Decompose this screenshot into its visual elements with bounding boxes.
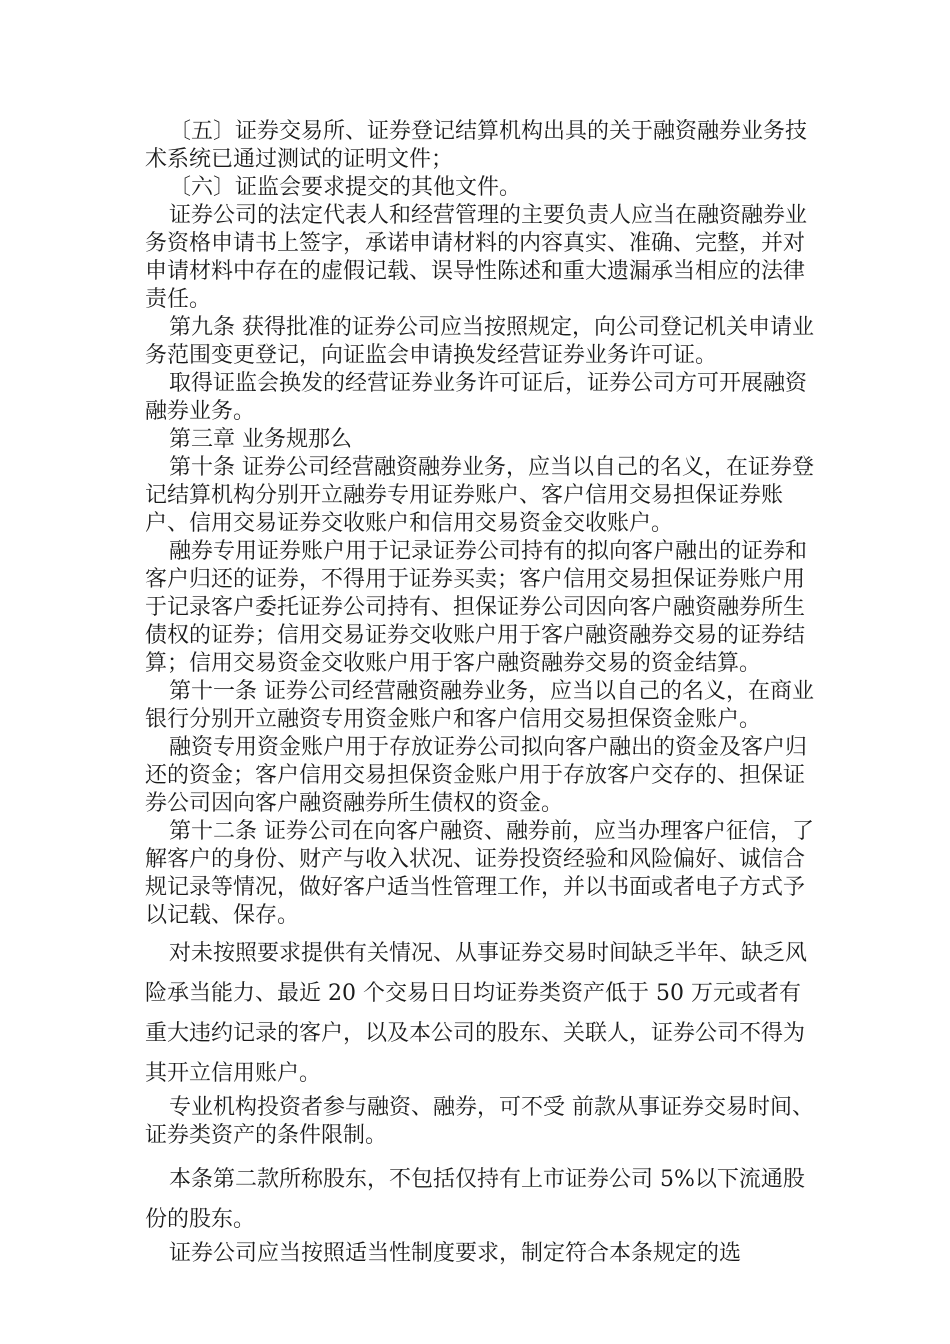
paragraph-article-9: 第九条 获得批准的证券公司应当按照规定，向公司登记机关申请业务范围变更登记，向证监会申请换发经营证券业务许可证。 bbox=[145, 315, 814, 368]
paragraph-article-10: 第十条 证券公司经营融资融券业务，应当以自己的名义，在证券登记结算机构分别开立融券专用证券账户、客户信用交易担保证券账户、信用交易证券交收账户和信用交易资金交收账户。 bbox=[145, 455, 814, 536]
paragraph-item-6: 〔六〕证监会要求提交的其他文件。 bbox=[169, 175, 522, 200]
paragraph-fund-account-usage: 融资专用资金账户用于存放证券公司拟向客户融出的资金及客户归还的资金；客户信用交易担保资金账户用于存放客户交存的、担保证券公司因向客户融资融券所生债权的资金。 bbox=[145, 735, 808, 816]
paragraph-article-12: 第十二条 证券公司在向客户融资、融券前，应当办理客户征信，了解客户的身份、财产与收入状况、证券投资经验和风险偏好、诚信合规记录等情况，做好客户适当性管理工作，并以书面或者电子方式予以记载、保存。 bbox=[145, 819, 814, 928]
paragraph-legal-rep-signature: 证券公司的法定代表人和经营管理的主要负责人应当在融资融券业务资格申请书上签字，承诺申请材料的内容真实、准确、完整，并对申请材料中存在的虚假记载、误导性陈述和重大遗漏承当相应的法律责任。 bbox=[145, 203, 808, 312]
chapter-3-heading: 第三章 业务规那么 bbox=[169, 427, 352, 452]
paragraph-license-change: 取得证监会换发的经营证券业务许可证后，证券公司方可开展融资融券业务。 bbox=[145, 371, 808, 424]
paragraph-item-5: 〔五〕证券交易所、证券登记结算机构出具的关于融资融券业务技术系统已通过测试的证明文件； bbox=[145, 119, 808, 172]
paragraph-article-11: 第十一条 证券公司经营融资融券业务，应当以自己的名义，在商业银行分别开立融资专用资金账户和客户信用交易担保资金账户。 bbox=[145, 679, 814, 732]
paragraph-professional-investors: 专业机构投资者参与融资、融券，可不受 前款从事证券交易时间、证券类资产的条件限制。 bbox=[145, 1095, 814, 1148]
paragraph-account-usage: 融券专用证券账户用于记录证券公司持有的拟向客户融出的证券和客户归还的证券，不得用于证券买卖；客户信用交易担保证券账户用于记录客户委托证券公司持有、担保证券公司因向客户融资融券所生债权的证券；信用交易证券交收账户用于客户融资融券交易的证券结算；信用交易资金交收账户用于客户融资融券交易的资金结算。 bbox=[145, 539, 808, 676]
paragraph-shareholder-definition: 本条第二款所称股东，不包括仅持有上市证券公司 5%以下流通股份的股东。 bbox=[145, 1167, 805, 1232]
document-body bbox=[145, 118, 815, 1268]
paragraph-account-restrictions: 对未按照要求提供有关情况、从事证券交易时间缺乏半年、缺乏风险承当能力、最近 20 个交易日日均证券类资产低于 50 万元或者有重大违约记录的客户，以及本公司的股东、关联人，证券公司不得为其开立信用账户。 bbox=[145, 941, 808, 1086]
paragraph-suitability: 证券公司应当按照适当性制度要求，制定符合本条规定的选 bbox=[169, 1241, 742, 1266]
